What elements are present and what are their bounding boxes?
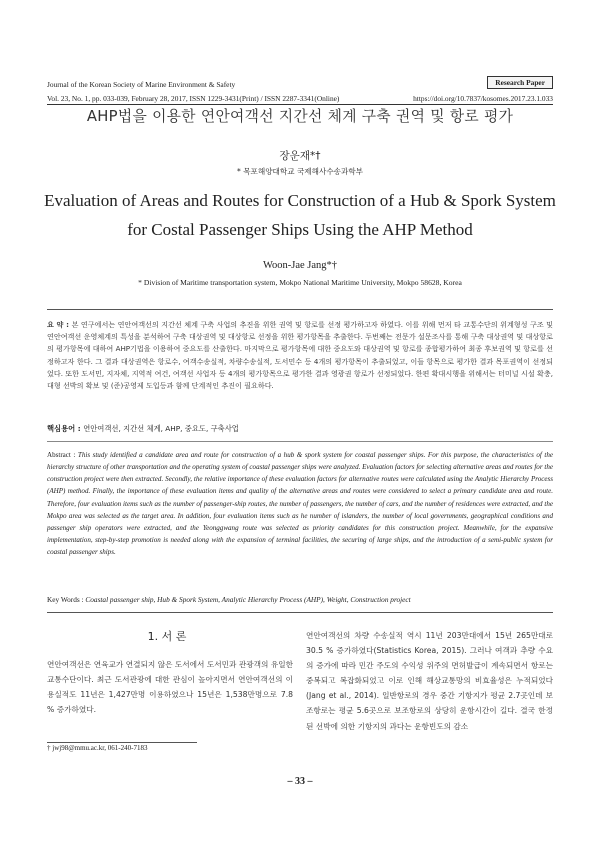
english-abstract-text: This study identified a candidate area and route for construction of a hub & spork system for coastal passenger ships. For this purpose, the characteristics of the hierarchy structure of other transportation and the operating system of coastal passenger ships were analyzed. Evaluation factors for selecting alternative areas and routes for the construction project were then extracted. Secondly, the relative importance of these evaluation factors for alternative routes were calculated using the Analytic Hierarchy Process (AHP) method. Finally, the importance of these evaluation items and quality of the alternative areas and routes were considered to select a primary candidate area and route. Therefore, four evaluation items such as the number of passenger-ship routes, the number of passengers, the number of cars, and the number of residences were extracted, and the Mokpo area was selected as the target area. In addition, four evaluation items such as he number of islanders, the number of local governments, geographical conditions and passenger ship operators were extracted, and the Yeonggwang route was selected as priority candidates for this construction project. Meanwhile, for the expansive implementation, step-by-step promotion is needed along with the expansion of terminal facilities, the securing of large ships, and the introduction of a semi-public system for coastal passenger ships. bbox=[47, 451, 553, 557]
korean-abstract-text: 본 연구에서는 연안여객선의 지간선 체계 구축 사업의 추진을 위한 권역 및 항로를 선정 평가하고자 하였다. 이를 위해 먼저 타 교통수단의 위계형성 구조 및 연안여객선 운영체계의 특성을 분석하여 구축 대상권역 및 대상항로 선정을 위한 평가항목을 추출한다. 두번째는 전문가 설문조사를 통해 구축 대상권역 및 대상항로의 평가항목에 대하여 AHP기법을 이용하여 중요도를 산출한다. 마지막으로 평가항목에 대한 중요도와 대상권역 및 항로를 종합평가하여 최종 후보권역 및 항로를 선정하고자 한다. 그 결과 대상권역은 항로수, 여객수송실적, 차량수송실적, 도서민수 등 4개의 평가항목이 추출되었고, 이들 항목으로 평가한 결과 목포권역이 선정되었다. 또한 도서민, 지자체, 지역적 여건, 여객선 사업자 등 4개의 평가항목으로 평가한 결과 영광권 항로가 선정되었다. 한편 확대시행을 위해서는 터미널 시설 확충, 대형 선박의 확보 및 (준)공영제 도입등과 함께 단계적인 추진이 필요하다. bbox=[47, 320, 553, 391]
abstract-middle-divider bbox=[47, 441, 553, 442]
footnote-divider bbox=[47, 742, 197, 743]
korean-keywords bbox=[47, 424, 553, 434]
english-keywords-values: Coastal passenger ship, Hub & Spork System, Analytic Hierarchy Process (AHP), Weight, Construction project bbox=[85, 595, 411, 604]
english-abstract-label: Abstract : bbox=[47, 451, 78, 459]
english-title-line-1: Evaluation of Areas and Routes for Construction of a Hub & Spork System bbox=[44, 191, 556, 210]
english-keywords-label: Key Words : bbox=[47, 595, 86, 604]
korean-abstract-label: 요 약 : bbox=[47, 320, 72, 329]
korean-keywords-values: 연안여객선, 지간선 체계, AHP, 중요도, 구축사업 bbox=[83, 424, 239, 433]
journal-name: Journal of the Korean Society of Marine Environment & Safety bbox=[47, 80, 236, 89]
korean-affiliation: * 목포해양대학교 국제해사수송과학부 bbox=[237, 167, 363, 176]
doi-link[interactable]: https://doi.org/10.7837/kosomes.2017.23.1.033 bbox=[413, 94, 553, 103]
body-left-column: 연안여객선은 연육교가 연결되지 않은 도서에서 도서민과 관광객의 유일한 교통수단이다. 최근 도서관광에 대한 관심이 높아지면서 연안여객선의 이용실적도 11년은 1,427만명 이용하였으나 15년은 1,538만명으로 7.8 % 증가하였다. bbox=[47, 660, 293, 715]
research-paper-badge: Research Paper bbox=[487, 76, 553, 89]
english-title-line-2: for Costal Passenger Ships Using the AHP Method bbox=[127, 220, 473, 239]
volume-line: Vol. 23, No. 1, pp. 033-039, February 28, 2017, ISSN 1229-3431(Print) / ISSN 2287-3341(Online) bbox=[47, 94, 340, 103]
corresponding-author-footnote: † jwj98@mmu.ac.kr, 061-240-7183 bbox=[47, 744, 148, 752]
korean-author: 장운재*† bbox=[279, 150, 321, 162]
english-affiliation: * Division of Maritime transportation system, Mokpo National Maritime University, Mokpo 58628, Korea bbox=[138, 278, 462, 287]
abstract-bottom-divider bbox=[47, 612, 553, 613]
english-abstract bbox=[47, 449, 553, 558]
english-keywords bbox=[47, 595, 553, 604]
korean-abstract bbox=[47, 319, 553, 392]
korean-title: AHP법을 이용한 연안여객선 지간선 체계 구축 권역 및 항로 평가 bbox=[86, 108, 514, 125]
abstract-top-divider bbox=[47, 309, 553, 310]
korean-keywords-label: 핵심용어 : bbox=[47, 424, 84, 433]
english-author: Woon-Jae Jang*† bbox=[262, 260, 338, 271]
body-right-column: 연안여객선의 차량 수송실적 역시 11년 203만대에서 15년 265만대로 30.5 % 증가하였다(Statistics Korea, 2015). 그러나 여객과 추량 수요의 증가에 따라 민간 주도의 수익성 위주의 면허발급이 계속되면서 항로는 중복되고 복잡화되었고 이로 인해 해상교통망의 비효율성은 누적되었다(Jang et al., 2014). 일반항로의 경우 중간 기항지가 평균 2.7곳인데 보조항로는 평균 5.6곳으로 보조항로의 상당히 운항시간이 길다. 결국 한정된 선박에 의한 기항지의 과다는 운항빈도의 감소 bbox=[306, 631, 553, 731]
page-number: – 33 – bbox=[287, 776, 313, 787]
section-heading-introduction: 1. 서 론 bbox=[147, 630, 187, 643]
